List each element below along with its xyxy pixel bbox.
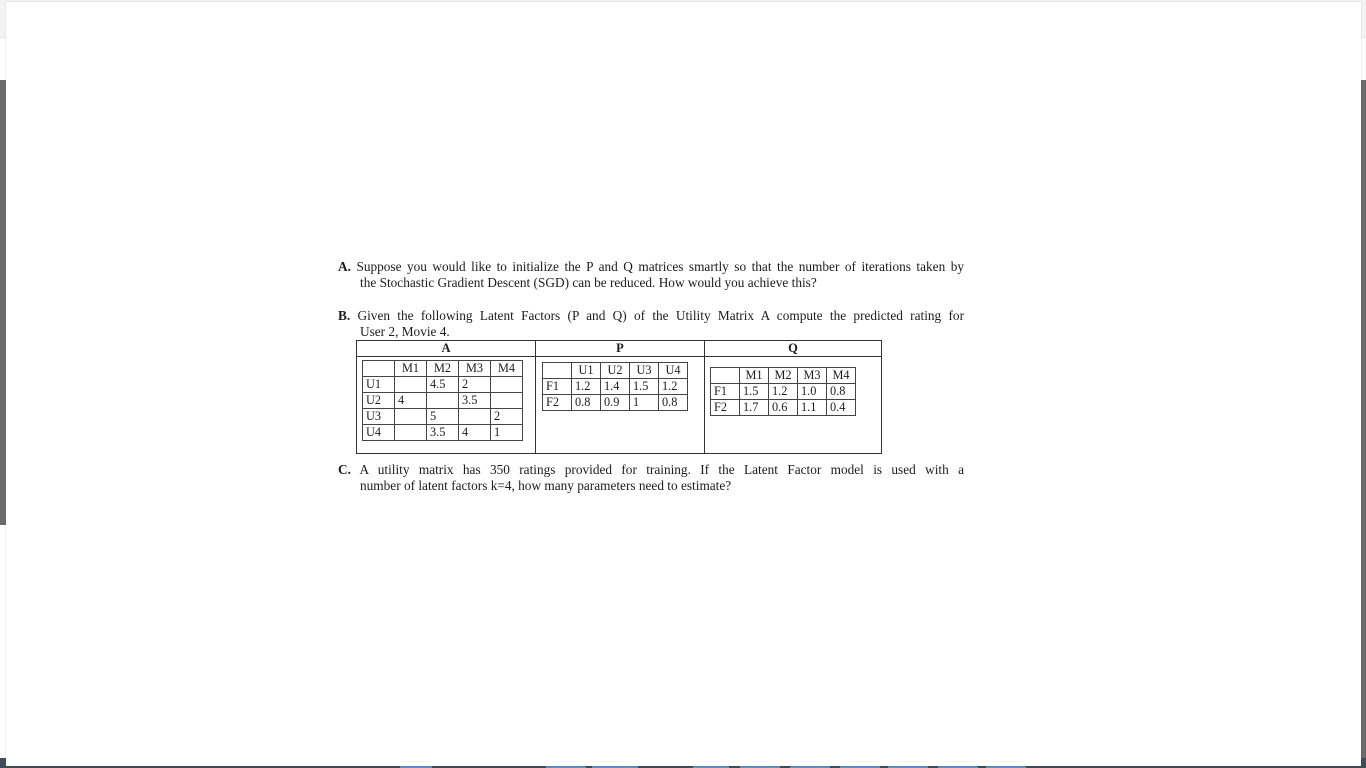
matrix-a-cell-value: 1 (491, 425, 523, 441)
matrix-q-header: M3 (798, 368, 827, 384)
table-row (363, 425, 523, 441)
utility-matrix-a (362, 360, 523, 441)
matrix-q-cell-value: 1.7 (740, 400, 769, 416)
question-a-line2: the Stochastic Gradient Descent (SGD) can be reduced. How would you achieve this? (360, 275, 817, 290)
matrix-p-header: U3 (630, 363, 659, 379)
matrix-p-header (543, 363, 572, 379)
matrix-a-cell-value: 2 (459, 377, 491, 393)
matrix-q-cell-value: F2 (711, 400, 740, 416)
question-b-line2: User 2, Movie 4. (360, 324, 450, 339)
matrix-a-cell-value (427, 393, 459, 409)
question-b-line1: Given the following Latent Factors (P and Q) of the Utility Matrix A compute the predicted rating for (357, 308, 964, 323)
question-b (338, 308, 964, 340)
matrix-q-cell-value: 1.1 (798, 400, 827, 416)
matrix-a-cell (357, 357, 536, 454)
matrix-a-header: M3 (459, 361, 491, 377)
matrix-a-header (363, 361, 395, 377)
matrix-p-cell-value: 1.4 (601, 379, 630, 395)
table-row (711, 384, 856, 400)
matrix-a-cell-value: U4 (363, 425, 395, 441)
matrix-a-cell-value: U3 (363, 409, 395, 425)
matrix-q-header: M2 (769, 368, 798, 384)
matrix-q-cell-value: 1.0 (798, 384, 827, 400)
matrix-p-cell-value: 0.9 (601, 395, 630, 411)
matrix-a-header: M4 (491, 361, 523, 377)
table-row (363, 409, 523, 425)
matrix-q-header (711, 368, 740, 384)
matrix-q-cell-value: 1.5 (740, 384, 769, 400)
matrix-a-header: M1 (395, 361, 427, 377)
matrix-p-title: P (536, 341, 705, 357)
matrix-q-header: M1 (740, 368, 769, 384)
matrix-a-cell-value: 4 (395, 393, 427, 409)
question-a (338, 259, 964, 291)
matrix-p-cell-value: 1.2 (659, 379, 688, 395)
matrix-q-cell-value: F1 (711, 384, 740, 400)
table-row (363, 393, 523, 409)
matrix-a-cell-value: U1 (363, 377, 395, 393)
matrix-p-header: U2 (601, 363, 630, 379)
table-row (543, 379, 688, 395)
matrix-a-cell-value: 2 (491, 409, 523, 425)
question-sheet (334, 254, 966, 504)
question-c-line2: number of latent factors k=4, how many parameters need to estimate? (360, 478, 732, 493)
latent-matrix-q (710, 367, 856, 416)
question-c-label: C. (338, 462, 351, 477)
matrix-p-cell-value: 0.8 (572, 395, 601, 411)
latent-matrix-p (542, 362, 688, 411)
matrix-a-cell-value: 4.5 (427, 377, 459, 393)
table-row (543, 395, 688, 411)
table-row (363, 377, 523, 393)
matrix-a-cell-value: 3.5 (459, 393, 491, 409)
matrix-q-cell (705, 357, 882, 454)
matrix-p-cell-value: 1.2 (572, 379, 601, 395)
matrix-q-title: Q (705, 341, 882, 357)
question-b-label: B. (338, 308, 351, 323)
matrix-q-cell-value: 0.4 (827, 400, 856, 416)
matrix-a-cell-value (459, 409, 491, 425)
question-c-line1: A utility matrix has 350 ratings provided for training. If the Latent Factor model is used with a (359, 462, 964, 477)
matrix-q-header: M4 (827, 368, 856, 384)
matrix-p-header: U1 (572, 363, 601, 379)
matrix-q-cell-value: 0.8 (827, 384, 856, 400)
matrix-a-cell-value (395, 409, 427, 425)
question-a-line1: Suppose you would like to initialize the P and Q matrices smartly so that the number of iterations taken by (356, 259, 965, 274)
matrix-q-cell-value: 0.6 (769, 400, 798, 416)
matrix-a-cell-value (395, 425, 427, 441)
matrix-a-cell-value (491, 393, 523, 409)
matrix-a-cell-value: 4 (459, 425, 491, 441)
question-a-label: A. (338, 259, 351, 274)
matrix-p-cell-value: F1 (543, 379, 572, 395)
matrix-a-header: M2 (427, 361, 459, 377)
matrix-a-title: A (357, 341, 536, 357)
matrix-p-header: U4 (659, 363, 688, 379)
matrices-table (356, 340, 882, 454)
matrix-p-cell-value: 0.8 (659, 395, 688, 411)
matrix-p-cell-value: 1 (630, 395, 659, 411)
matrix-p-cell (536, 357, 705, 454)
table-row (711, 400, 856, 416)
matrix-a-cell-value: 3.5 (427, 425, 459, 441)
matrix-p-cell-value: 1.5 (630, 379, 659, 395)
matrix-p-cell-value: F2 (543, 395, 572, 411)
matrix-a-cell-value: 5 (427, 409, 459, 425)
matrix-a-cell-value (395, 377, 427, 393)
matrix-q-cell-value: 1.2 (769, 384, 798, 400)
matrix-a-cell-value (491, 377, 523, 393)
question-c (338, 462, 964, 494)
matrix-a-cell-value: U2 (363, 393, 395, 409)
